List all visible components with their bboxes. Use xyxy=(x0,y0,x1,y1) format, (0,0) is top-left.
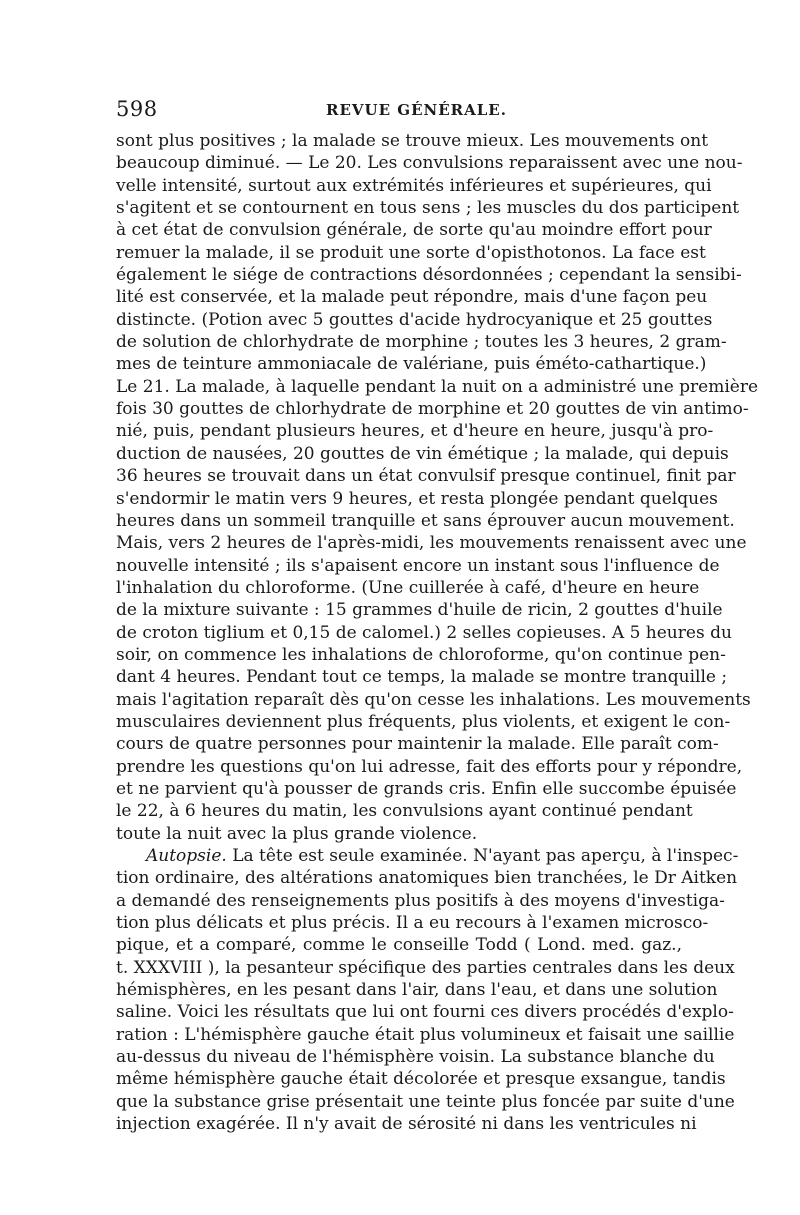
autopsy-paragraph-start xyxy=(116,845,739,867)
running-title: REVUE GÉNÉRALE. xyxy=(326,101,507,119)
text-line: fois 30 gouttes de chlorhydrate de morphine et 20 gouttes de vin antimo- xyxy=(116,399,749,420)
text-line: l'inhalation du chloroforme. (Une cuillerée à café, d'heure en heure xyxy=(116,577,700,598)
text-line: Mais, vers 2 heures de l'après-midi, les mouvements renaissent avec une xyxy=(116,533,747,554)
text-line: musculaires deviennent plus fréquents, plus violents, et exigent le con- xyxy=(116,711,731,732)
text-line: et ne parvient qu'à pousser de grands cris. Enfin elle succombe épuisée xyxy=(116,778,737,799)
page-header xyxy=(116,97,682,123)
text-line: pique, et a comparé, comme le conseille Todd ( Lond. med. gaz., xyxy=(116,935,682,956)
text-line: prendre les questions qu'on lui adresse, fait des efforts pour y répondre, xyxy=(116,756,743,777)
text-line: ration : L'hémisphère gauche était plus volumineux et faisait une saillie xyxy=(116,1024,735,1045)
text-line: s'endormir le matin vers 9 heures, et resta plongée pendant quelques xyxy=(116,488,718,509)
text-line: tion ordinaire, des altérations anatomiques bien tranchées, le Dr Aitken xyxy=(116,868,738,889)
page-number: 598 xyxy=(116,97,158,121)
text-line: sont plus positives ; la malade se trouve mieux. Les mouvements ont xyxy=(116,131,709,151)
text-line: beaucoup diminué. — Le 20. Les convulsions reparaissent avec une nou- xyxy=(116,153,743,174)
text-line: que la substance grise présentait une teinte plus foncée par suite d'une xyxy=(116,1091,735,1112)
text-line: hémisphères, en les pesant dans l'air, dans l'eau, et dans une solution xyxy=(116,980,718,1001)
text-line: toute la nuit avec la plus grande violence. xyxy=(116,823,478,844)
text-line: cours de quatre personnes pour maintenir la malade. Elle paraît com- xyxy=(116,734,719,755)
text-line: Le 21. La malade, à laquelle pendant la nuit on a administré une première xyxy=(116,376,759,397)
text-line: tion plus délicats et plus précis. Il a eu recours à l'examen microsco- xyxy=(116,913,709,934)
text-line: t. XXXVIII ), la pesanteur spécifique des parties centrales dans les deux xyxy=(116,957,735,978)
text-line: de solution de chlorhydrate de morphine ; toutes les 3 heures, 2 gram- xyxy=(116,332,727,353)
text-line: mes de teinture ammoniacale de valériane, puis éméto-cathartique.) xyxy=(116,354,707,375)
text-line: mais l'agitation reparaît dès qu'on cesse les inhalations. Les mouvements xyxy=(116,689,751,710)
text-line: saline. Voici les résultats que lui ont fourni ces divers procédés d'explo- xyxy=(116,1002,734,1023)
text-line: 36 heures se trouvait dans un état convulsif presque continuel, finit par xyxy=(116,466,736,487)
text-line: duction de nausées, 20 gouttes de vin émétique ; la malade, qui depuis xyxy=(116,443,729,464)
text-line: velle intensité, surtout aux extrémités inférieures et supérieures, qui xyxy=(116,175,712,196)
autopsy-heading: Autopsie. xyxy=(146,846,227,866)
text-line: au-dessus du niveau de l'hémisphère voisin. La substance blanche du xyxy=(116,1047,715,1068)
text-line: s'agitent et se contournent en tous sens ; les muscles du dos participent xyxy=(116,198,740,219)
text-line: nouvelle intensité ; ils s'apaisent encore un instant sous l'influence de xyxy=(116,555,720,576)
text-line: remuer la malade, il se produit une sorte d'opisthotonos. La face est xyxy=(116,242,706,263)
text-line: de croton tiglium et 0,15 de calomel.) 2 selles copieuses. A 5 heures du xyxy=(116,622,732,643)
text-line: distincte. (Potion avec 5 gouttes d'acide hydrocyanique et 25 gouttes xyxy=(116,309,713,330)
text-line: injection exagérée. Il n'y avait de sérosité ni dans les ventricules ni xyxy=(116,1114,697,1135)
text-line: soir, on commence les inhalations de chloroforme, qu'on continue pen- xyxy=(116,644,726,665)
text-line: dant 4 heures. Pendant tout ce temps, la malade se montre tranquille ; xyxy=(116,667,728,688)
text-line: de la mixture suivante : 15 grammes d'huile de ricin, 2 gouttes d'huile xyxy=(116,600,723,621)
text-line: La tête est seule examinée. N'ayant pas aperçu, à l'inspec- xyxy=(226,846,739,866)
text-line: a demandé des renseignements plus positifs à des moyens d'investiga- xyxy=(116,890,725,911)
text-line: heures dans un sommeil tranquille et sans éprouver aucun mouvement. xyxy=(116,510,735,531)
text-line: nié, puis, pendant plusieurs heures, et d'heure en heure, jusqu'à pro- xyxy=(116,421,714,442)
text-line: lité est conservée, et la malade peut répondre, mais d'une façon peu xyxy=(116,287,708,308)
text-line: même hémisphère gauche était décolorée et presque exsangue, tandis xyxy=(116,1069,726,1090)
text-line: le 22, à 6 heures du matin, les convulsions ayant continué pendant xyxy=(116,801,693,822)
text-line: à cet état de convulsion générale, de sorte qu'au moindre effort pour xyxy=(116,220,712,241)
body-text xyxy=(116,130,759,1135)
text-line: également le siége de contractions désordonnées ; cependant la sensibi- xyxy=(116,265,742,286)
